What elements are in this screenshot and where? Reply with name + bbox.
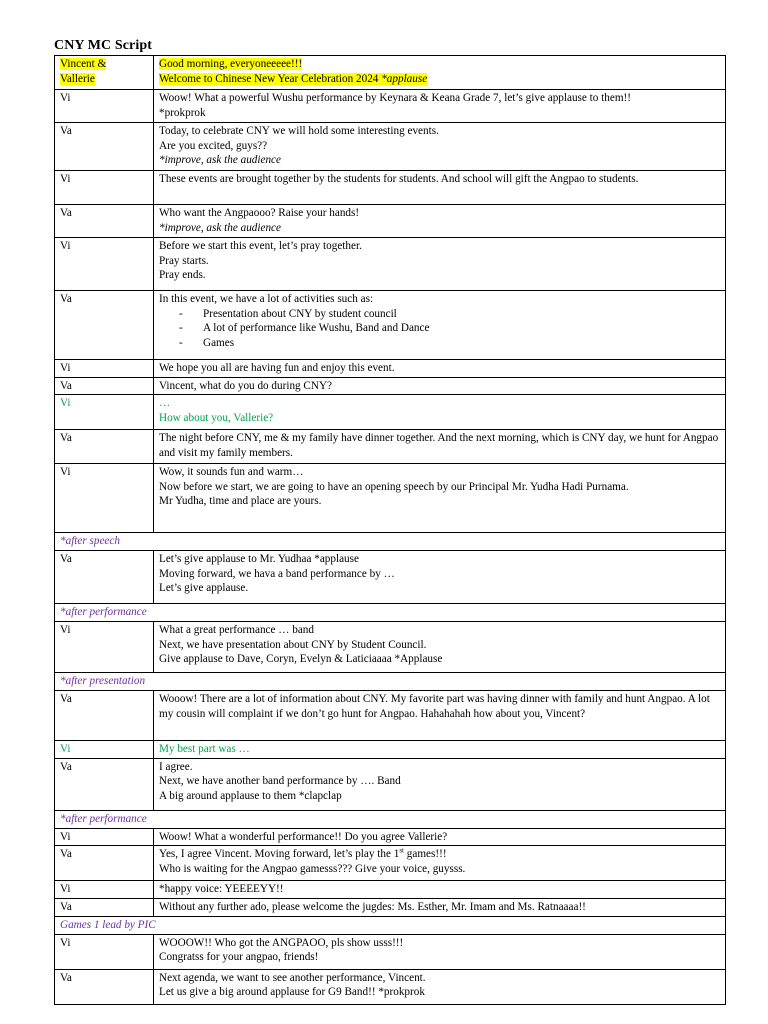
line-cell [154, 205, 726, 238]
script-line: Pray ends. [159, 269, 206, 282]
speaker-cell: Vi [55, 360, 154, 378]
speaker-cell: Va [55, 551, 154, 604]
activity-list [159, 307, 720, 351]
speaker-cell: Vi [55, 238, 154, 291]
table-row [55, 90, 726, 123]
script-line: Without any further ado, please welcome the jugdes: Ms. Esther, Mr. Imam and Ms. Ratnaaaa!! [159, 900, 586, 913]
table-row [55, 898, 726, 916]
speaker-cell: Va [55, 123, 154, 171]
table-row [55, 395, 726, 430]
script-line: Now before we start, we are going to have an opening speech by our Principal Mr. Yudha Hadi Purnama. [159, 480, 629, 493]
script-line: Next, we have another band performance by …. Band [159, 775, 401, 788]
line-cell [154, 395, 726, 430]
speaker-cell: Va [55, 430, 154, 464]
line-cell [154, 741, 726, 759]
list-item: - A lot of performance like Wushu, Band and Dance [179, 321, 720, 336]
table-row [55, 464, 726, 533]
stage-direction: *improve, ask the audience [159, 154, 281, 167]
line-cell [154, 881, 726, 899]
script-line: Woow! What a wonderful performance!! Do you agree Vallerie? [159, 830, 448, 843]
stage-row [55, 533, 726, 551]
speaker-name: Vallerie [60, 72, 95, 85]
script-line: *happy voice: YEEEEYY!! [159, 883, 284, 896]
script-line: Vincent, what do you do during CNY? [159, 379, 333, 392]
stage-row [55, 810, 726, 828]
speaker-cell: Vi [55, 171, 154, 205]
speaker-cell: Vi [55, 464, 154, 533]
table-row [55, 123, 726, 171]
table-row [55, 881, 726, 899]
table-row [55, 238, 726, 291]
speaker-cell: Vi [55, 395, 154, 430]
table-row [55, 934, 726, 969]
line-cell [154, 934, 726, 969]
line-cell [154, 171, 726, 205]
stage-direction: *after presentation [55, 673, 726, 691]
script-line: The night before CNY, me & my family have dinner together. And the next morning, which is CNY day, we hunt for Angpao and visit my family members. [159, 432, 719, 459]
script-line: These events are brought together by the students for students. And school will gift the Angpao to students. [159, 173, 639, 185]
line-cell [154, 56, 726, 90]
script-line: Woow! What a powerful Wushu performance by Keynara & Keana Grade 7, let’s give applause to them!! [159, 92, 631, 104]
table-row [55, 846, 726, 881]
table-row [55, 828, 726, 846]
line-cell [154, 377, 726, 395]
stage-row [55, 604, 726, 622]
stage-direction: *after performance [55, 604, 726, 622]
line-cell [154, 969, 726, 1004]
table-row [55, 551, 726, 604]
speaker-cell: Va [55, 291, 154, 360]
script-line: games!!! [404, 848, 447, 861]
script-line: Who want the Angpaooo? Raise your hands! [159, 207, 360, 219]
line-cell [154, 758, 726, 810]
stage-row [55, 916, 726, 934]
table-row [55, 56, 726, 90]
stage-direction: Games 1 lead by PIC [55, 916, 726, 934]
table-row [55, 622, 726, 673]
speaker-cell: Vi [55, 881, 154, 899]
table-row [55, 205, 726, 238]
speaker-cell: Vi [55, 90, 154, 123]
speaker-name: Vincent & [60, 58, 107, 70]
stage-direction: *after performance [55, 810, 726, 828]
script-line: We hope you all are having fun and enjoy this event. [159, 362, 395, 374]
table-row [55, 758, 726, 810]
stage-direction: *applause [381, 72, 428, 85]
ordinal-suffix: st [399, 846, 404, 855]
line-cell [154, 828, 726, 846]
line-cell [154, 898, 726, 916]
speaker-cell: Va [55, 898, 154, 916]
script-line: My best part was … [159, 743, 250, 756]
script-line: Who is waiting for the Angpao gamesss??? Give your voice, guysss. [159, 862, 466, 875]
line-cell [154, 238, 726, 291]
script-line: *prokprok [159, 106, 206, 119]
script-line: Welcome to Chinese New Year Celebration 2024 [159, 72, 382, 85]
script-line: Pray starts. [159, 254, 209, 267]
speaker-cell: Va [55, 205, 154, 238]
script-line: Mr Yudha, time and place are yours. [159, 495, 322, 508]
script-line: … [159, 397, 171, 410]
script-line: Yes, I agree Vincent. Moving forward, let’s play the 1 [159, 848, 400, 861]
line-cell [154, 123, 726, 171]
line-cell [154, 464, 726, 533]
script-line: In this event, we have a lot of activities such as: [159, 293, 374, 305]
speaker-cell: Va [55, 969, 154, 1004]
stage-direction: *after speech [55, 533, 726, 551]
script-line: WOOOW!! Who got the ANGPAOO, pls show usss!!! [159, 936, 404, 949]
script-line: How about you, Vallerie? [159, 411, 274, 424]
script-line: Before we start this event, let’s pray together. [159, 240, 362, 252]
table-row [55, 691, 726, 741]
speaker-cell: Va [55, 691, 154, 741]
script-line: Are you excited, guys?? [159, 139, 268, 152]
list-item: - Games [179, 336, 720, 351]
script-line: Congratss for your angpao, friends! [159, 951, 319, 964]
stage-row [55, 673, 726, 691]
script-line: Give applause to Dave, Coryn, Evelyn & Laticiaaaa *Applause [159, 653, 443, 666]
line-cell [154, 90, 726, 123]
document-title: CNY MC Script [54, 38, 152, 53]
list-item: - Presentation about CNY by student council [179, 307, 720, 322]
line-cell [154, 291, 726, 360]
script-line: What a great performance … band [159, 624, 314, 637]
script-line: Good morning, everyoneeeee!!! [159, 58, 303, 70]
table-row [55, 377, 726, 395]
stage-direction: *improve, ask the audience [159, 221, 281, 234]
table-row [55, 969, 726, 1004]
script-line: Wooow! There are a lot of information about CNY. My favorite part was having dinner with family and hunt Angpao. A lot my cousin will complaint if we don’t go hunt for Angpao. Hahahahah how about you, Vincent? [159, 693, 710, 720]
script-table [54, 55, 726, 1005]
table-row [55, 291, 726, 360]
script-line: Today, to celebrate CNY we will hold some interesting events. [159, 125, 439, 137]
line-cell [154, 551, 726, 604]
script-line: Next, we have presentation about CNY by Student Council. [159, 638, 427, 651]
speaker-cell: Va [55, 758, 154, 810]
line-cell [154, 691, 726, 741]
line-cell [154, 846, 726, 881]
script-line: Let us give a big around applause for G9 Band!! *prokprok [159, 986, 425, 999]
script-line: Next agenda, we want to see another performance, Vincent. [159, 971, 426, 984]
line-cell [154, 622, 726, 673]
speaker-cell: Vi [55, 934, 154, 969]
script-line: Let’s give applause to Mr. Yudhaa *applause [159, 553, 359, 566]
script-line: Wow, it sounds fun and warm… [159, 466, 304, 479]
speaker-cell: Va [55, 846, 154, 881]
script-line: I agree. [159, 760, 193, 773]
script-line: Moving forward, we hava a band performance by … [159, 567, 395, 580]
speaker-cell: Va [55, 377, 154, 395]
speaker-cell [55, 56, 154, 90]
speaker-cell: Vi [55, 741, 154, 759]
table-row [55, 171, 726, 205]
speaker-cell: Vi [55, 828, 154, 846]
script-line: Let’s give applause. [159, 582, 249, 595]
line-cell [154, 430, 726, 464]
table-row [55, 430, 726, 464]
table-row [55, 360, 726, 378]
speaker-cell: Vi [55, 622, 154, 673]
line-cell [154, 360, 726, 378]
table-row [55, 741, 726, 759]
script-line: A big around applause to them *clapclap [159, 789, 342, 802]
